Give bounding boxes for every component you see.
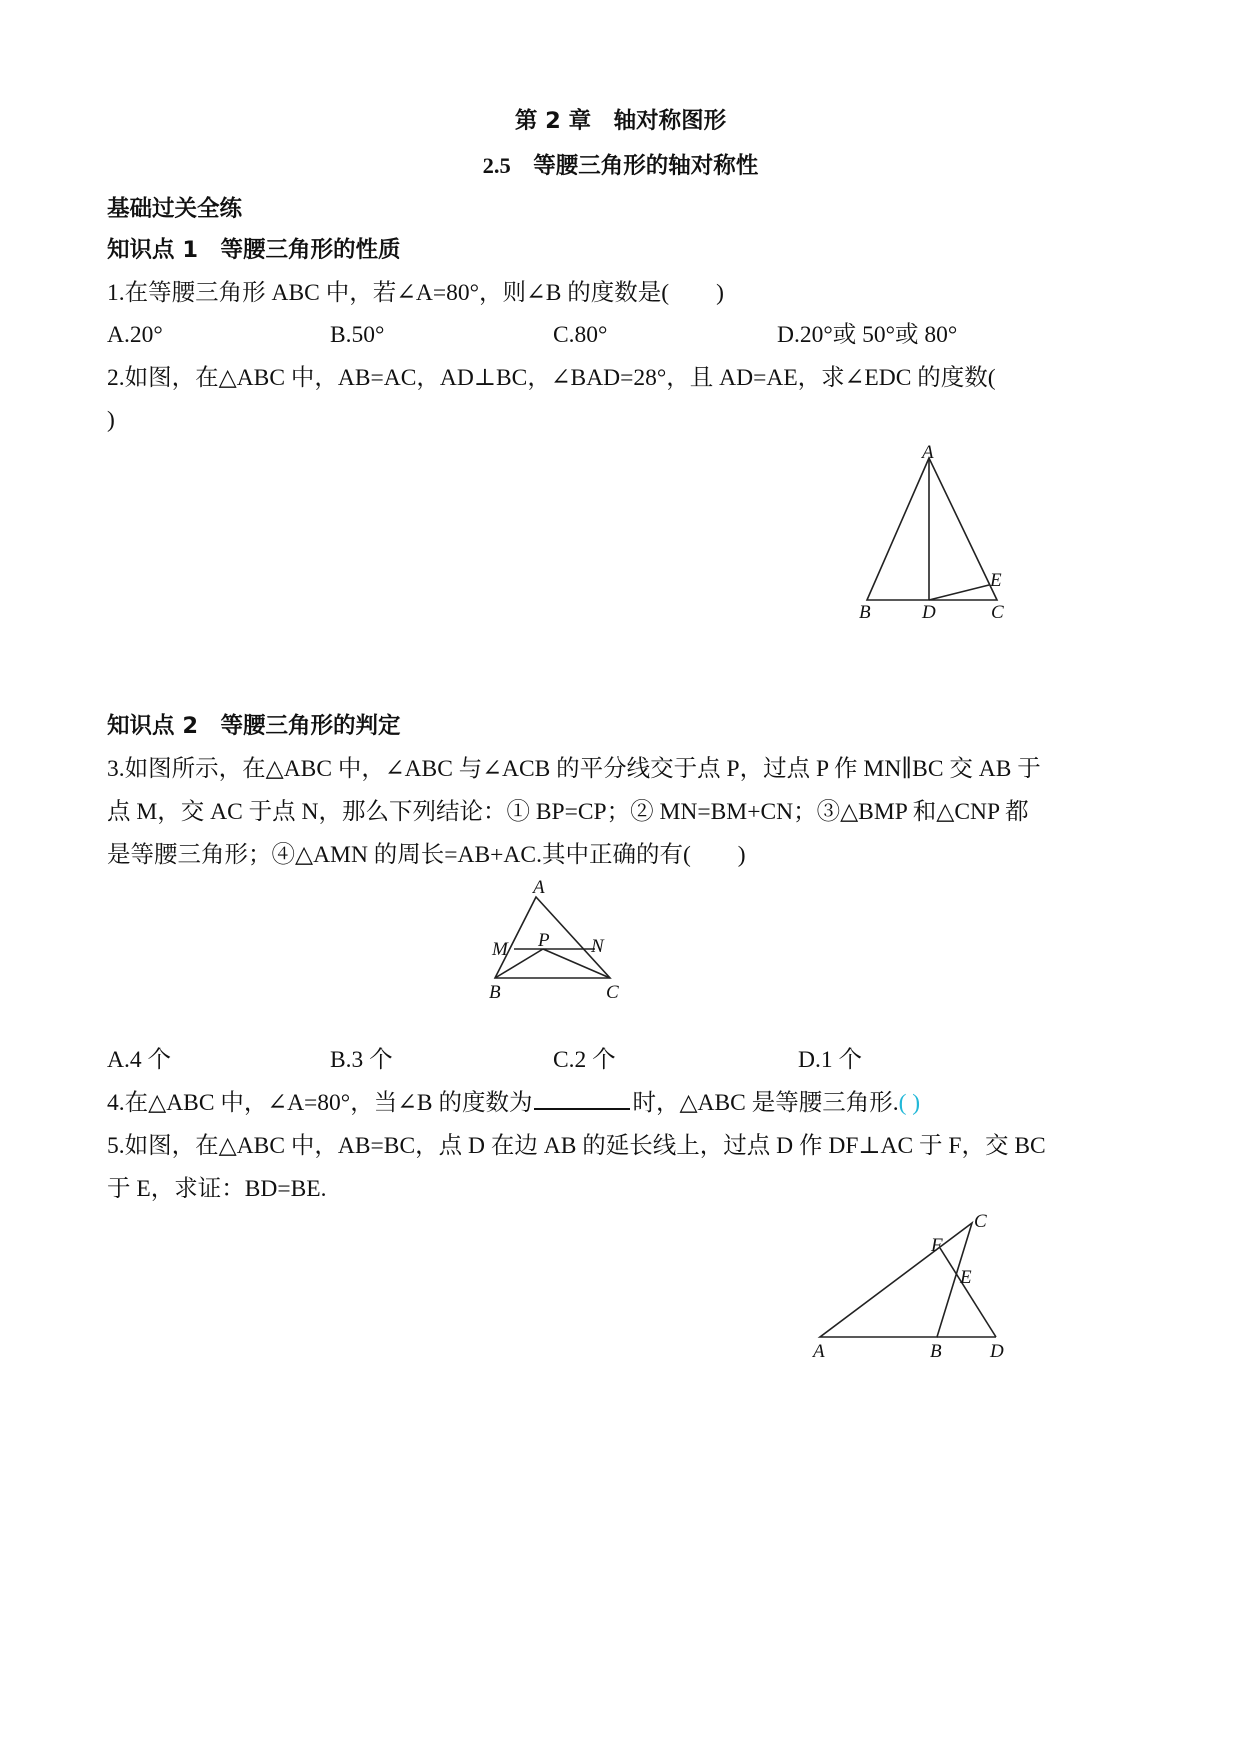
figure-q3-triangle: [480, 875, 640, 1010]
question-2-line-2: ): [107, 407, 115, 433]
chapter-title: 第 2 章 轴对称图形: [514, 108, 727, 134]
q5-label-a: A: [813, 1341, 825, 1362]
q1-option-a: A.20°: [107, 322, 163, 348]
question-3-line-2: 点 M，交 AC 于点 N，那么下列结论：① BP=CP；② MN=BM+CN；③△BMP 和△CNP 都: [107, 799, 1029, 825]
q3-label-n: N: [591, 936, 604, 957]
question-2-line-1: 2.如图，在△ABC 中，AB=AC，AD⊥BC，∠BAD=28°，且 AD=AE，求∠EDC 的度数(: [107, 365, 996, 391]
q3-option-d: D.1 个: [798, 1047, 862, 1073]
question-4-text: [107, 1088, 920, 1118]
q5-label-f: F: [931, 1235, 943, 1256]
q2-segment-de: [929, 585, 989, 600]
q4-answer-blank[interactable]: [534, 1088, 630, 1110]
q2-label-d: D: [922, 602, 936, 623]
q3-label-a: A: [533, 877, 545, 898]
q4-text-after: 时，△ABC 是等腰三角形.: [632, 1090, 899, 1116]
question-1-text: 1.在等腰三角形 ABC 中，若∠A=80°，则∠B 的度数是( ): [107, 280, 724, 306]
q3-label-b: B: [489, 982, 501, 1003]
q3-label-c: C: [606, 982, 619, 1003]
q5-triangle-abc: [820, 1223, 972, 1337]
figure-q2-triangle: [850, 440, 1020, 630]
q5-label-e: E: [960, 1267, 972, 1288]
q5-label-d: D: [990, 1341, 1004, 1362]
question-5-line-2: 于 E，求证：BD=BE.: [107, 1176, 327, 1202]
knowledge-point-2: 知识点 2 等腰三角形的判定: [107, 713, 401, 739]
q2-label-c: C: [991, 602, 1004, 623]
q2-triangle-abc: [867, 458, 997, 600]
question-3-line-3: 是等腰三角形；④△AMN 的周长=AB+AC.其中正确的有( ): [107, 842, 746, 868]
q5-label-b: B: [930, 1341, 942, 1362]
q3-option-a: A.4 个: [107, 1047, 171, 1073]
q5-segment-df: [940, 1248, 996, 1337]
q1-option-c: C.80°: [553, 322, 608, 348]
q5-label-c: C: [974, 1211, 987, 1232]
q2-label-e: E: [990, 570, 1002, 591]
q3-label-p: P: [538, 930, 550, 951]
knowledge-point-1: 知识点 1 等腰三角形的性质: [107, 237, 401, 263]
practice-title: 基础过关全练: [107, 196, 243, 222]
q3-option-c: C.2 个: [553, 1047, 616, 1073]
question-5-line-1: 5.如图，在△ABC 中，AB=BC，点 D 在边 AB 的延长线上，过点 D 作 DF⊥AC 于 F，交 BC: [107, 1133, 1046, 1159]
q1-option-d: D.20°或 50°或 80°: [777, 322, 958, 348]
figure-q5-triangle: [800, 1205, 1020, 1370]
q3-option-b: B.3 个: [330, 1047, 393, 1073]
q1-option-b: B.50°: [330, 322, 385, 348]
q3-label-m: M: [492, 939, 508, 960]
q2-label-b: B: [859, 602, 871, 623]
q4-text-before: 4.在△ABC 中，∠A=80°，当∠B 的度数为: [107, 1090, 533, 1116]
section-title: 2.5 等腰三角形的轴对称性: [482, 153, 759, 178]
q4-paren: ( ): [898, 1090, 921, 1116]
q2-label-a: A: [922, 442, 934, 463]
question-3-line-1: 3.如图所示，在△ABC 中，∠ABC 与∠ACB 的平分线交于点 P，过点 P 作 MN∥BC 交 AB 于: [107, 756, 1041, 782]
